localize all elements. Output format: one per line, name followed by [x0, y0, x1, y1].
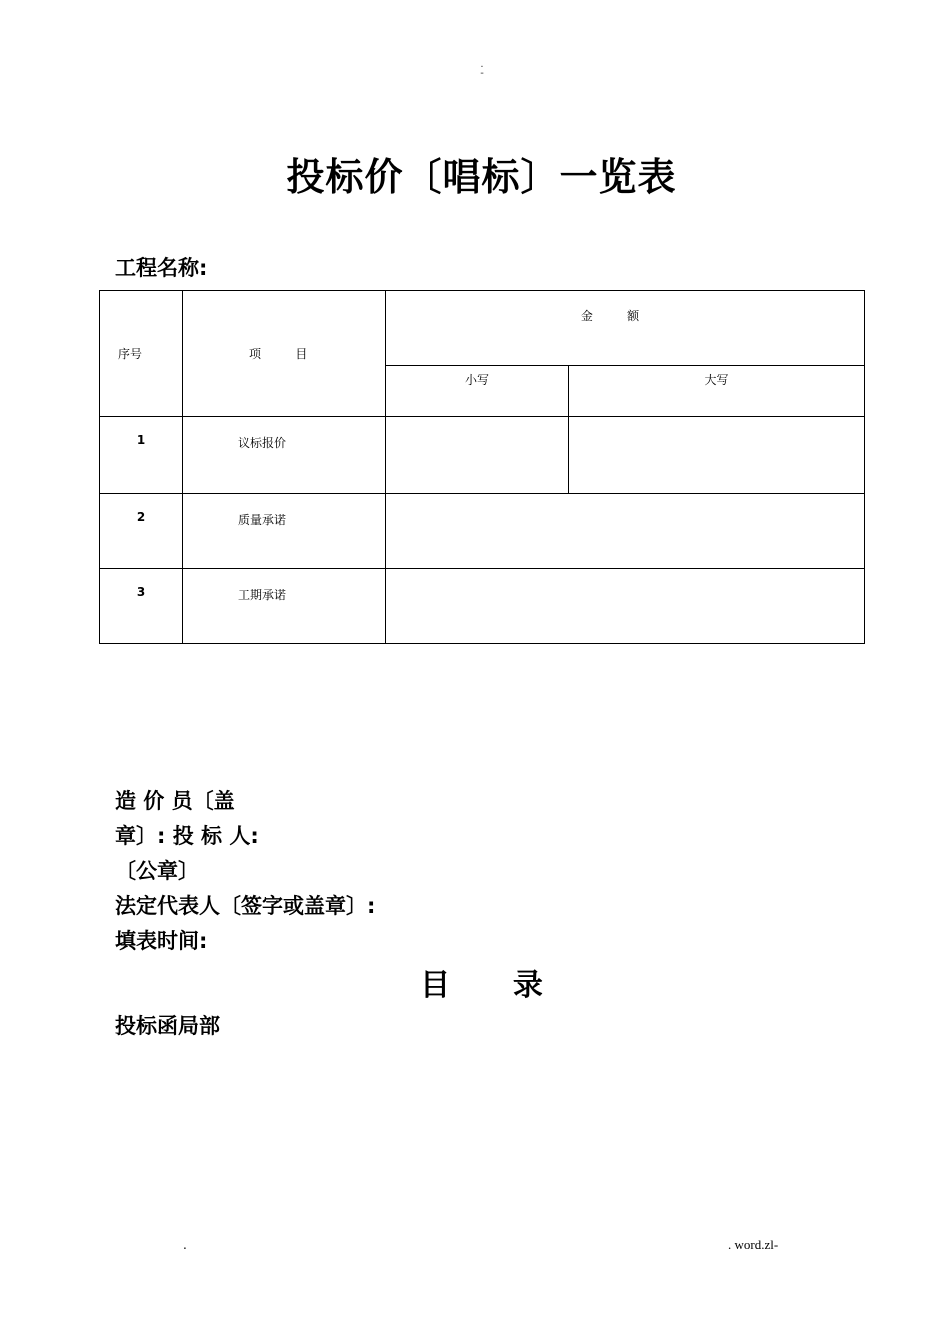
header-amount: 金 额 [386, 291, 865, 366]
header-mark-top: . [480, 59, 484, 70]
header-item: 项 目 [183, 291, 386, 417]
table-row [100, 417, 865, 494]
amount-cell [386, 569, 865, 644]
lowercase-amount-cell [386, 417, 569, 494]
official-seal-label: 〔公章〕 [115, 859, 199, 883]
fill-date-label: 填表时间: [115, 929, 208, 953]
footer-left-mark: . [183, 1238, 187, 1252]
project-name-label: 工程名称: [115, 256, 208, 280]
uppercase-amount-cell [569, 417, 865, 494]
header-mark-bottom: - [480, 68, 484, 79]
header-mark [470, 60, 494, 78]
bid-price-table [99, 290, 865, 644]
table-row [100, 494, 865, 569]
legal-representative-label: 法定代表人〔签字或盖章〕: [115, 894, 376, 918]
bidder-label: 章〕: 投 标 人: [115, 824, 259, 848]
header-seq: 序号 [100, 291, 183, 417]
amount-cell [386, 494, 865, 569]
header-uppercase: 大写 [569, 366, 865, 417]
row-item-label: 质量承诺 [183, 494, 386, 569]
footer-source-text: . word.zl- [728, 1237, 779, 1252]
row-number: 1 [100, 417, 183, 494]
row-item-label: 议标报价 [183, 417, 386, 494]
cost-engineer-label: 造 价 员〔盖 [115, 789, 235, 813]
document-title: 投标价〔唱标〕一览表 [286, 155, 677, 199]
toc-item: 投标函局部 [115, 1014, 220, 1038]
row-item-label: 工期承诺 [183, 569, 386, 644]
table-row [100, 569, 865, 644]
row-number: 2 [100, 494, 183, 569]
row-number: 3 [100, 569, 183, 644]
header-lowercase: 小写 [386, 366, 569, 417]
toc-title: 目 录 [420, 968, 543, 1003]
